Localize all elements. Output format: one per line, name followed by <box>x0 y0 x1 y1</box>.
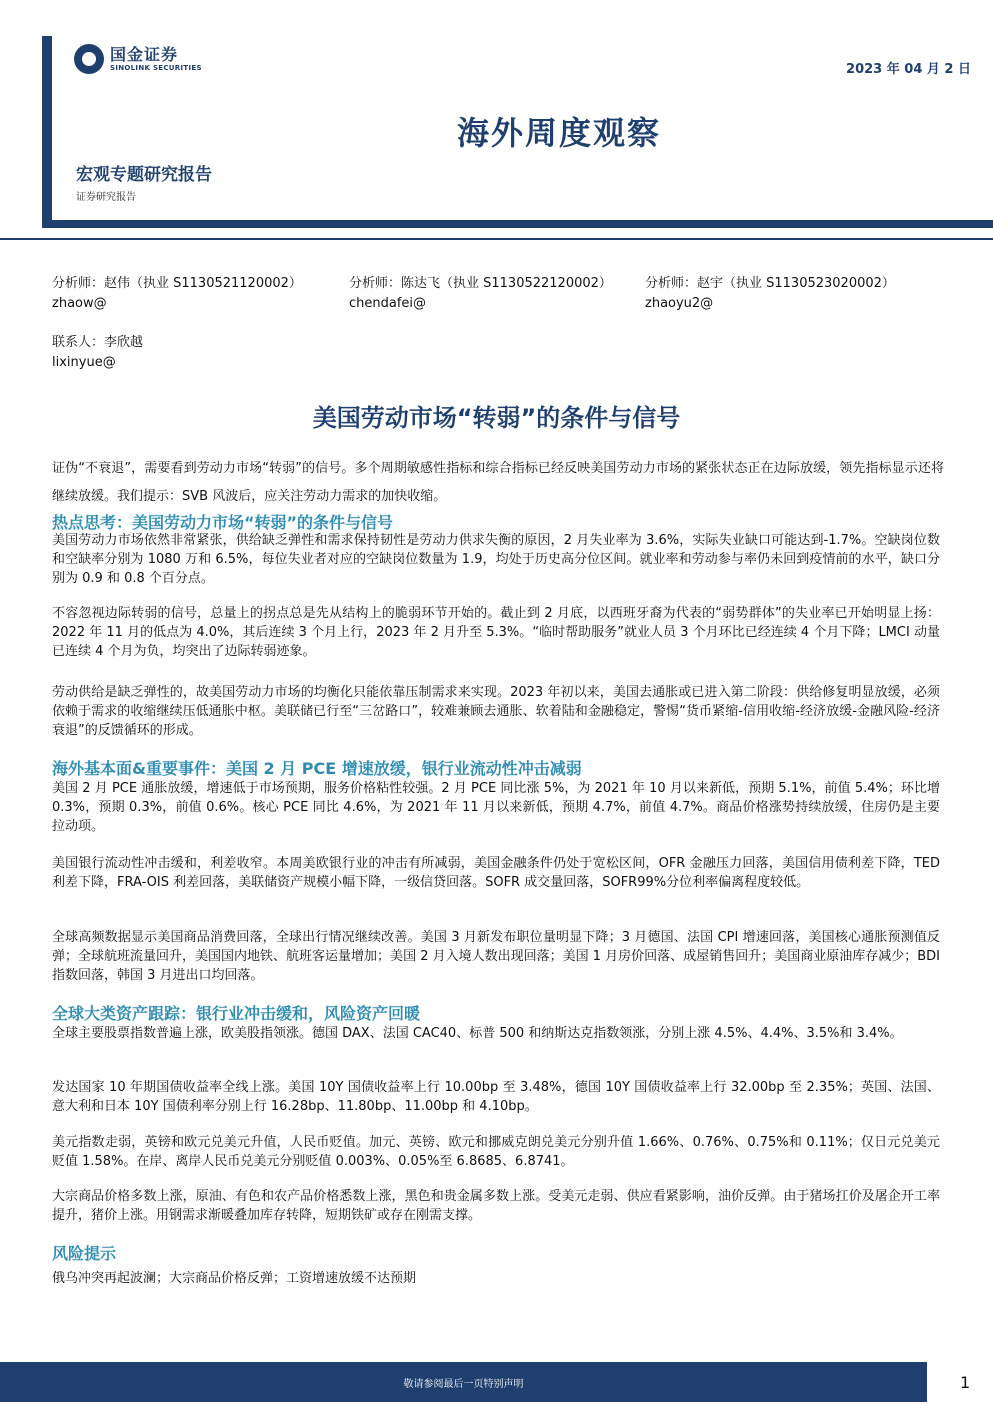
footer-disclaimer[interactable]: 敬请参阅最后一页特别声明 <box>403 1379 524 1390</box>
analyst-2 <box>349 274 612 314</box>
summary-paragraph: 证伪“不衰退”，需要看到劳动力市场“转弱”的信号。多个周期敏感性指标和综合指标已经反映美国劳动力市场的紧张状态正在边际放缓，领先指标显示还将继续放缓。我们提示：SVB 风波后，应关注劳动力需求的加快收缩。 <box>52 461 944 504</box>
section-paragraph: 大宗商品价格多数上涨，原油、有色和农产品价格悉数上涨，黑色和贵金属多数上涨。受美元走弱、供应看紧影响，油价反弹。由于猪场扛价及屠企开工率提升，猪价上涨。用钢需求渐暖叠加库存转降，短期铁矿或存在刚需支撑。 <box>52 1189 940 1223</box>
contact-name: 联系人：李欣越 <box>52 335 144 350</box>
section-heading: 全球大类资产跟踪：银行业冲击缓和，风险资产回暖 <box>52 1004 421 1023</box>
contact-email[interactable]: lixinyue@ <box>52 355 116 370</box>
analyst-email[interactable]: zhaoyu2@ <box>645 296 714 311</box>
section-paragraph: 美国 2 月 PCE 通胀放缓，增速低于市场预期，服务价格粘性较强。2 月 PCE 同比涨 5%，为 2021 年 10 月以来新低，预期 5.1%，前值 5.4%；环比增 0.3%，预期 0.3%，前值 0.6%。核心 PCE 同比 4.6%，为 2021 年 11 月以来新低，预期 4.7%，前值 4.7%。商品价格涨势持续放缓，住房仍是主要拉动项。 <box>52 781 940 834</box>
report-series-title: 海外周度观察 <box>457 114 662 152</box>
section-paragraph: 发达国家 10 年期国债收益率全线上涨。美国 10Y 国债收益率上行 10.00bp 至 3.48%，德国 10Y 国债收益率上行 32.00bp 至 2.35%；英国、法国、意大利和日本 10Y 国债利率分别上行 16.28bp、11.80bp、11.00bp 和 4.10bp。 <box>52 1080 940 1114</box>
report-date: 2023 年 04 月 2 日 <box>846 62 971 77</box>
report-subtype: 证券研究报告 <box>76 192 136 203</box>
analyst-name: 分析师：赵宇（执业 S1130523020002） <box>645 276 895 291</box>
analyst-email[interactable]: zhaow@ <box>52 296 107 311</box>
section-heading: 风险提示 <box>52 1244 117 1263</box>
section-paragraph: 美国劳动力市场依然非常紧张，供给缺乏弹性和需求保持韧性是劳动力供求失衡的原因，2 月失业率为 3.6%，实际失业缺口可能达到-1.7%。空缺岗位数和空缺率分别为 1080 万和 6.5%，每位失业者对应的空缺岗位数量为 1.9，均处于历史高分位区间。就业率和劳动参与率仍未回到疫情前的水平，缺口分别为 0.9 和 0.8 个百分点。 <box>52 533 940 586</box>
analyst-name: 分析师：赵伟（执业 S1130521120002） <box>52 276 302 291</box>
section-paragraph: 俄乌冲突再起波澜；大宗商品价格反弹；工资增速放缓不达预期 <box>52 1271 417 1286</box>
report-type: 宏观专题研究报告 <box>76 165 212 185</box>
analyst-name: 分析师：陈达飞（执业 S1130522120002） <box>349 276 612 291</box>
section-paragraph: 劳动供给是缺乏弹性的，故美国劳动力市场的均衡化只能依靠压制需求来实现。2023 年初以来，美国去通胀或已进入第二阶段：供给修复明显放缓，必须依赖于需求的收缩继续压低通胀中枢。美联储已行至“三岔路口”，较难兼顾去通胀、软着陆和金融稳定，警惕“货币紧缩-信用收缩-经济放缓-金融风险-经济衰退”的反馈循环的形成。 <box>52 685 940 738</box>
section-heading: 海外基本面&重要事件：美国 2 月 PCE 增速放缓，银行业流动性冲击减弱 <box>52 759 582 778</box>
section-paragraph: 不容忽视边际转弱的信号，总量上的拐点总是先从结构上的脆弱环节开始的。截止到 2 月底，以西班牙裔为代表的“弱势群体”的失业率已开始明显上扬：2022 年 11 月的低点为 4.0%，其后连续 3 个月上行，2023 年 2 月升至 5.3%。“临时帮助服务”就业人员 3 个月环比已经连续 4 个月下降；LMCI 动量已连续 4 个月为负，均突出了边际转弱迹象。 <box>52 606 940 659</box>
analyst-1 <box>52 274 302 314</box>
logo-icon <box>74 44 104 74</box>
section-paragraph: 全球高频数据显示美国商品消费回落，全球出行情况继续改善。美国 3 月新发布职位量明显下降；3 月德国、法国 CPI 增速回落，美国核心通胀预测值反弹；全球航班流量回升，美国国内地铁、航班客运量增加；美国 2 月入境人数出现回落；美国 1 月房价回落、成屋销售回升；美国商业原油库存减少；BDI 指数回落，韩国 3 月进出口均回落。 <box>52 930 940 983</box>
page-number: 1 <box>960 1373 971 1392</box>
section-heading: 热点思考：美国劳动力市场“转弱”的条件与信号 <box>52 513 394 532</box>
main-title: 美国劳动市场“转弱”的条件与信号 <box>312 404 681 432</box>
section-paragraph: 美国银行流动性冲击缓和，利差收窄。本周美欧银行业的冲击有所减弱，美国金融条件仍处于宽松区间，OFR 金融压力回落，美国信用债利差下降，TED 利差下降，FRA-OIS 利差回落，美联储资产规模小幅下降，一级信贷回落。SOFR 成交量回落，SOFR99%分位利率偏离程度较低。 <box>52 856 940 890</box>
logo-name-cn: 国金证券 <box>110 44 179 64</box>
company-logo <box>74 44 202 74</box>
section-paragraph: 全球主要股票指数普遍上涨，欧美股指领涨。德国 DAX、法国 CAC40、标普 500 和纳斯达克指数领涨，分别上涨 4.5%、4.4%、3.5%和 3.4%。 <box>52 1026 903 1041</box>
header-divider <box>0 238 993 240</box>
contact-person <box>52 333 143 373</box>
section-paragraph: 美元指数走弱，英镑和欧元兑美元升值，人民币贬值。加元、英镑、欧元和挪威克朗兑美元分别升值 1.66%、0.76%、0.75%和 0.11%；仅日元兑美元贬值 1.58%。在岸、离岸人民币兑美元分别贬值 0.003%、0.05%至 6.8685、6.8741。 <box>52 1135 940 1169</box>
logo-name-en: SINOLINK SECURITIES <box>110 63 202 72</box>
analyst-3 <box>645 274 895 314</box>
analyst-email[interactable]: chendafei@ <box>349 296 427 311</box>
